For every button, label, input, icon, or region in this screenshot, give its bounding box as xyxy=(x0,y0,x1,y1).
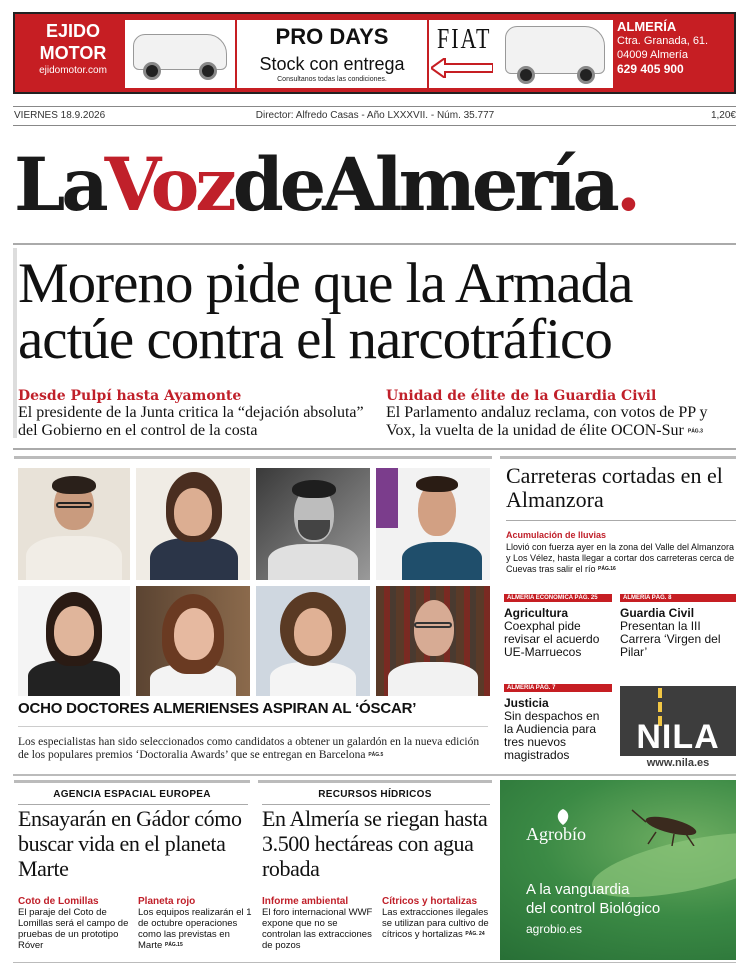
masthead-de-almeria: deAlmería xyxy=(232,142,616,228)
ad-promo-note: Consultanos todas las condiciones. xyxy=(277,76,387,83)
nila-logo-text: NILA xyxy=(636,718,720,756)
divider xyxy=(13,243,736,245)
water-left-kicker: Informe ambiental xyxy=(262,896,349,907)
doctor-photo-6[interactable] xyxy=(136,586,250,696)
lead-left-kicker: Desde Pulpí hasta Ayamonte xyxy=(18,388,242,404)
ad-dealer-line-1: EJIDO xyxy=(45,21,101,41)
doctors-body: Los especialistas han sido seleccionados como candidatos a obtener un galardón en la nueva edición de los populares premios ‘Doctoralia Awards’ que se entregan en Barcelona xyxy=(18,736,480,762)
doctor-photo-7[interactable] xyxy=(256,586,370,696)
ad-address-1: Ctra. Granada, 61. xyxy=(617,35,709,47)
doctor-photo-2[interactable] xyxy=(136,468,250,580)
ad-dealer-name xyxy=(23,20,123,78)
doctor-photo-3[interactable] xyxy=(256,468,370,580)
space-left-subitem[interactable] xyxy=(18,896,130,951)
roads-body: Llovió con fuerza ayer en la zona del Valle del Almanzora y Los Vélez, hasta llegar a cortar dos carreteras cerca de Cuevas tras salir el río xyxy=(506,542,735,574)
doctor-photo-5[interactable] xyxy=(18,586,130,696)
space-left-body: El paraje del Coto de Lomillas será el campo de pruebas de un prototipo Róver xyxy=(18,907,129,951)
space-section-title: AGENCIA ESPACIAL EUROPEA xyxy=(53,789,211,800)
brief-just-body: Sin despachos en la Audiencia para tres nuevos magistrados xyxy=(504,709,600,762)
doctor-photo-1[interactable] xyxy=(18,468,130,580)
section-bar xyxy=(14,456,492,459)
brief-agriculture[interactable] xyxy=(504,594,612,659)
ad-promo-panel xyxy=(237,20,427,88)
brief-just-title: Justicia xyxy=(504,696,549,710)
brief-agri-title: Agricultura xyxy=(504,606,569,620)
agrobio-tagline-2: del control Biológico xyxy=(526,900,661,917)
brief-gc-title: Guardia Civil xyxy=(620,606,695,620)
ad-van-panel-left xyxy=(125,20,235,88)
agrobio-tagline xyxy=(526,880,660,918)
ad-dealer-url: ejidomotor.com xyxy=(39,65,107,76)
ad-promo-title: PRO DAYS xyxy=(275,24,389,49)
water-headline[interactable]: En Almería se riegan hasta 3.500 hectáreas con agua robada xyxy=(262,806,488,881)
doctors-summary xyxy=(18,736,488,762)
divider xyxy=(13,962,736,963)
doctor-photo-8[interactable] xyxy=(376,586,490,696)
fiat-logo: FIAT xyxy=(437,22,492,55)
brief-guardia-civil[interactable] xyxy=(620,594,736,659)
lead-right-kicker: Unidad de élite de la Guardia Civil xyxy=(386,388,657,404)
space-right-body: Los equipos realizarán el 1 de octubre operaciones como las previstas en Marte xyxy=(138,907,252,952)
water-left-body: El foro internacional WWF expone que no se controlan las extracciones de pozos xyxy=(262,907,373,951)
agrobio-url: agrobio.es xyxy=(526,922,583,936)
issue-info: Director: Alfredo Casas - Año LXXXVII. - Núm. 35.777 xyxy=(255,110,495,121)
ad-brand-panel xyxy=(429,20,613,88)
nila-url: www.nila.es xyxy=(646,757,710,769)
insect-icon xyxy=(626,806,716,846)
agrobio-advertisement[interactable] xyxy=(500,780,736,960)
ad-address-2: 04009 Almería xyxy=(617,49,688,61)
top-advertisement[interactable] xyxy=(13,12,736,94)
ad-phone: 629 405 900 xyxy=(617,62,684,76)
water-section-title: RECURSOS HÍDRICOS xyxy=(318,789,432,800)
water-right-subitem[interactable] xyxy=(382,896,494,940)
lead-right-body: El Parlamento andaluz reclama, con votos de PP y Vox, la vuelta de la unidad de élite OCON-Sur xyxy=(386,404,708,439)
ad-contact xyxy=(617,20,735,76)
space-right-subitem[interactable] xyxy=(138,896,252,951)
issue-price: 1,20€ xyxy=(710,110,736,121)
van-wheel xyxy=(199,62,217,80)
ad-promo-subtitle: Stock con entrega xyxy=(259,54,405,74)
section-bar xyxy=(258,780,492,783)
lead-headline[interactable]: Moreno pide que la Armada actúe contra el narcotráfico xyxy=(18,252,633,371)
van-wheel xyxy=(517,66,535,84)
brief-just-tag: ALMERÍA PÁG. 7 xyxy=(504,684,612,692)
water-left-subitem[interactable] xyxy=(262,896,374,951)
newspaper-masthead[interactable] xyxy=(14,140,736,230)
arrow-left-icon xyxy=(431,58,493,78)
brief-gc-tag: ALMERÍA PÁG. 8 xyxy=(620,594,736,602)
roads-kicker: Acumulación de lluvias xyxy=(506,530,607,540)
roads-summary xyxy=(506,542,736,575)
water-right-body: Las extracciones ilegales se utilizan para cultivo de cítricos y hortalizas xyxy=(382,907,489,941)
agrobio-logo-text: Agrobío xyxy=(526,824,586,844)
brief-agri-tag: ALMERÍA ECONÓMICA PÁG. 25 xyxy=(504,594,612,602)
van-wheel xyxy=(577,66,595,84)
doctor-photo-4[interactable] xyxy=(376,468,490,580)
ad-dealer-line-2: MOTOR xyxy=(39,43,107,63)
lead-side-bar xyxy=(13,248,17,438)
divider xyxy=(18,726,488,727)
divider xyxy=(13,125,736,126)
brief-agri-body: Coexphal pide revisar el acuerdo UE-Marruecos xyxy=(504,619,600,659)
issue-date: VIERNES 18.9.2026 xyxy=(14,110,106,121)
roads-page: PÁG.16 xyxy=(598,566,616,573)
space-right-kicker: Planeta rojo xyxy=(138,896,196,907)
water-right-kicker: Cítricos y hortalizas xyxy=(382,896,478,907)
doctors-headline[interactable]: OCHO DOCTORES ALMERIENSES ASPIRAN AL ‘ÓSCAR’ xyxy=(18,700,417,717)
lead-left-subitem[interactable] xyxy=(18,388,368,440)
divider xyxy=(13,106,736,107)
van-wheel xyxy=(143,62,161,80)
divider xyxy=(262,804,490,805)
masthead-voz: Voz xyxy=(104,142,233,228)
nila-advertisement[interactable] xyxy=(620,686,736,772)
agrobio-tagline-1: A la vanguardia xyxy=(526,881,630,898)
doctors-page: PÁG.5 xyxy=(368,752,384,758)
roads-headline[interactable]: Carreteras cortadas en el Almanzora xyxy=(506,463,723,512)
section-bar xyxy=(500,456,736,459)
masthead-dot: . xyxy=(615,142,638,228)
masthead-la: La xyxy=(14,142,105,228)
space-right-page: PÁG.15 xyxy=(164,942,183,948)
water-right-page: PÁG. 24 xyxy=(465,931,485,937)
lead-right-page: PÁG.3 xyxy=(687,428,703,435)
divider xyxy=(18,804,248,805)
divider xyxy=(13,448,736,450)
brief-gc-body: Presentan la III Carrera ‘Virgen del Pilar’ xyxy=(620,619,721,659)
divider xyxy=(506,520,736,521)
divider xyxy=(13,774,736,776)
section-bar xyxy=(14,780,250,783)
ad-city: ALMERÍA xyxy=(617,19,677,34)
brief-justicia[interactable] xyxy=(504,684,612,762)
space-left-kicker: Coto de Lomillas xyxy=(18,896,99,907)
space-headline[interactable]: Ensayarán en Gádor cómo buscar vida en el planeta Marte xyxy=(18,806,242,881)
lead-right-subitem[interactable] xyxy=(386,388,736,440)
lead-left-body: El presidente de la Junta critica la “dejación absoluta” del Gobierno en el control de la costa xyxy=(18,404,364,439)
